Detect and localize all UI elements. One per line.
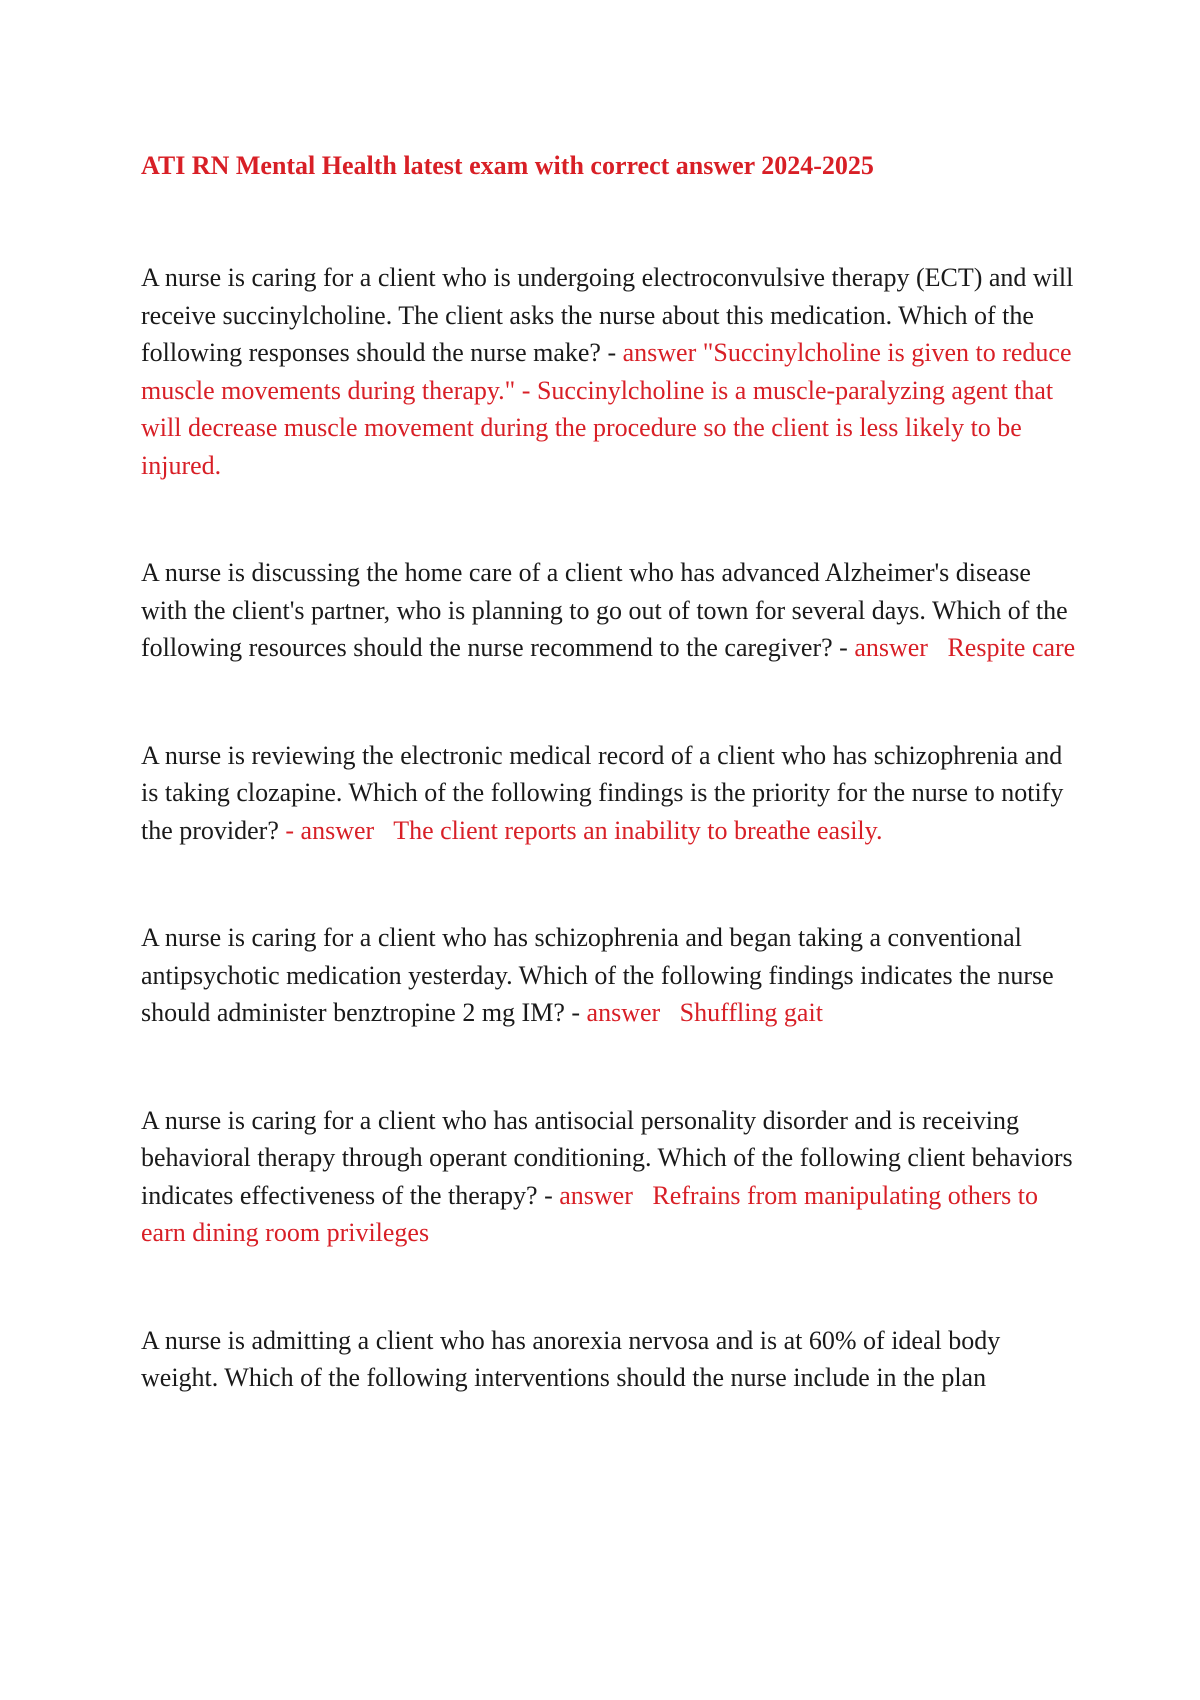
qa-item-3 — [141, 737, 1080, 850]
answer-text: Refrains from manipulating others to earn dining room privileges — [141, 1180, 1045, 1248]
answer-marker: - answer — [285, 815, 375, 845]
qa-item-2 — [141, 554, 1080, 667]
answer-text: Respite care — [947, 633, 1076, 663]
answer-marker: answer — [622, 338, 697, 368]
qa-item-5 — [141, 1102, 1080, 1252]
question-text: A nurse is caring for a client who is undergoing electroconvulsive therapy (ECT) and will receive succinylcholine. The client asks the nurse about this medication. Which of the following responses should the nurse make? - — [141, 263, 1074, 368]
answer-separator — [633, 1181, 653, 1210]
answer-separator — [928, 633, 948, 662]
answer-text: The client reports an inability to breathe easily. — [393, 815, 883, 845]
question-text: A nurse is reviewing the electronic medical record of a client who has schizophrenia and is taking clozapine. Which of the following findings is the priority for the nurse to notify the provider? — [141, 740, 1064, 845]
question-text: A nurse is admitting a client who has anorexia nervosa and is at 60% of ideal body weight. Which of the following interventions should the nurse include in the plan — [141, 1325, 1001, 1393]
qa-item-1 — [141, 259, 1080, 484]
question-text: A nurse is caring for a client who has antisocial personality disorder and is receiving behavioral therapy through operant conditioning. Which of the following client behaviors indicates effectiveness of the therapy? - — [141, 1105, 1073, 1210]
qa-item-6 — [141, 1322, 1080, 1397]
answer-marker: answer — [586, 998, 661, 1028]
question-text: A nurse is caring for a client who has schizophrenia and began taking a conventional antipsychotic medication yesterday. Which of the following findings indicates the nurse should administer benztropine 2 mg IM? - — [141, 923, 1054, 1028]
answer-text: "Succinylcholine is given to reduce muscle movements during therapy." - Succinylcholine is a muscle-paralyzing agent that will decrease muscle movement during the procedure so the client is less likely to be injured. — [141, 338, 1079, 480]
question-text: A nurse is discussing the home care of a client who has advanced Alzheimer's disease with the client's partner, who is planning to go out of town for several days. Which of the following resources should the nurse recommend to the caregiver? - — [141, 558, 1068, 663]
answer-marker: answer — [854, 633, 928, 663]
answer-text: Shuffling gait — [679, 998, 823, 1028]
qa-item-4 — [141, 919, 1080, 1032]
answer-separator — [660, 998, 680, 1027]
document-title: ATI RN Mental Health latest exam with correct answer 2024-2025 — [141, 151, 874, 180]
answer-separator — [374, 816, 393, 845]
answer-marker: answer — [559, 1180, 633, 1210]
